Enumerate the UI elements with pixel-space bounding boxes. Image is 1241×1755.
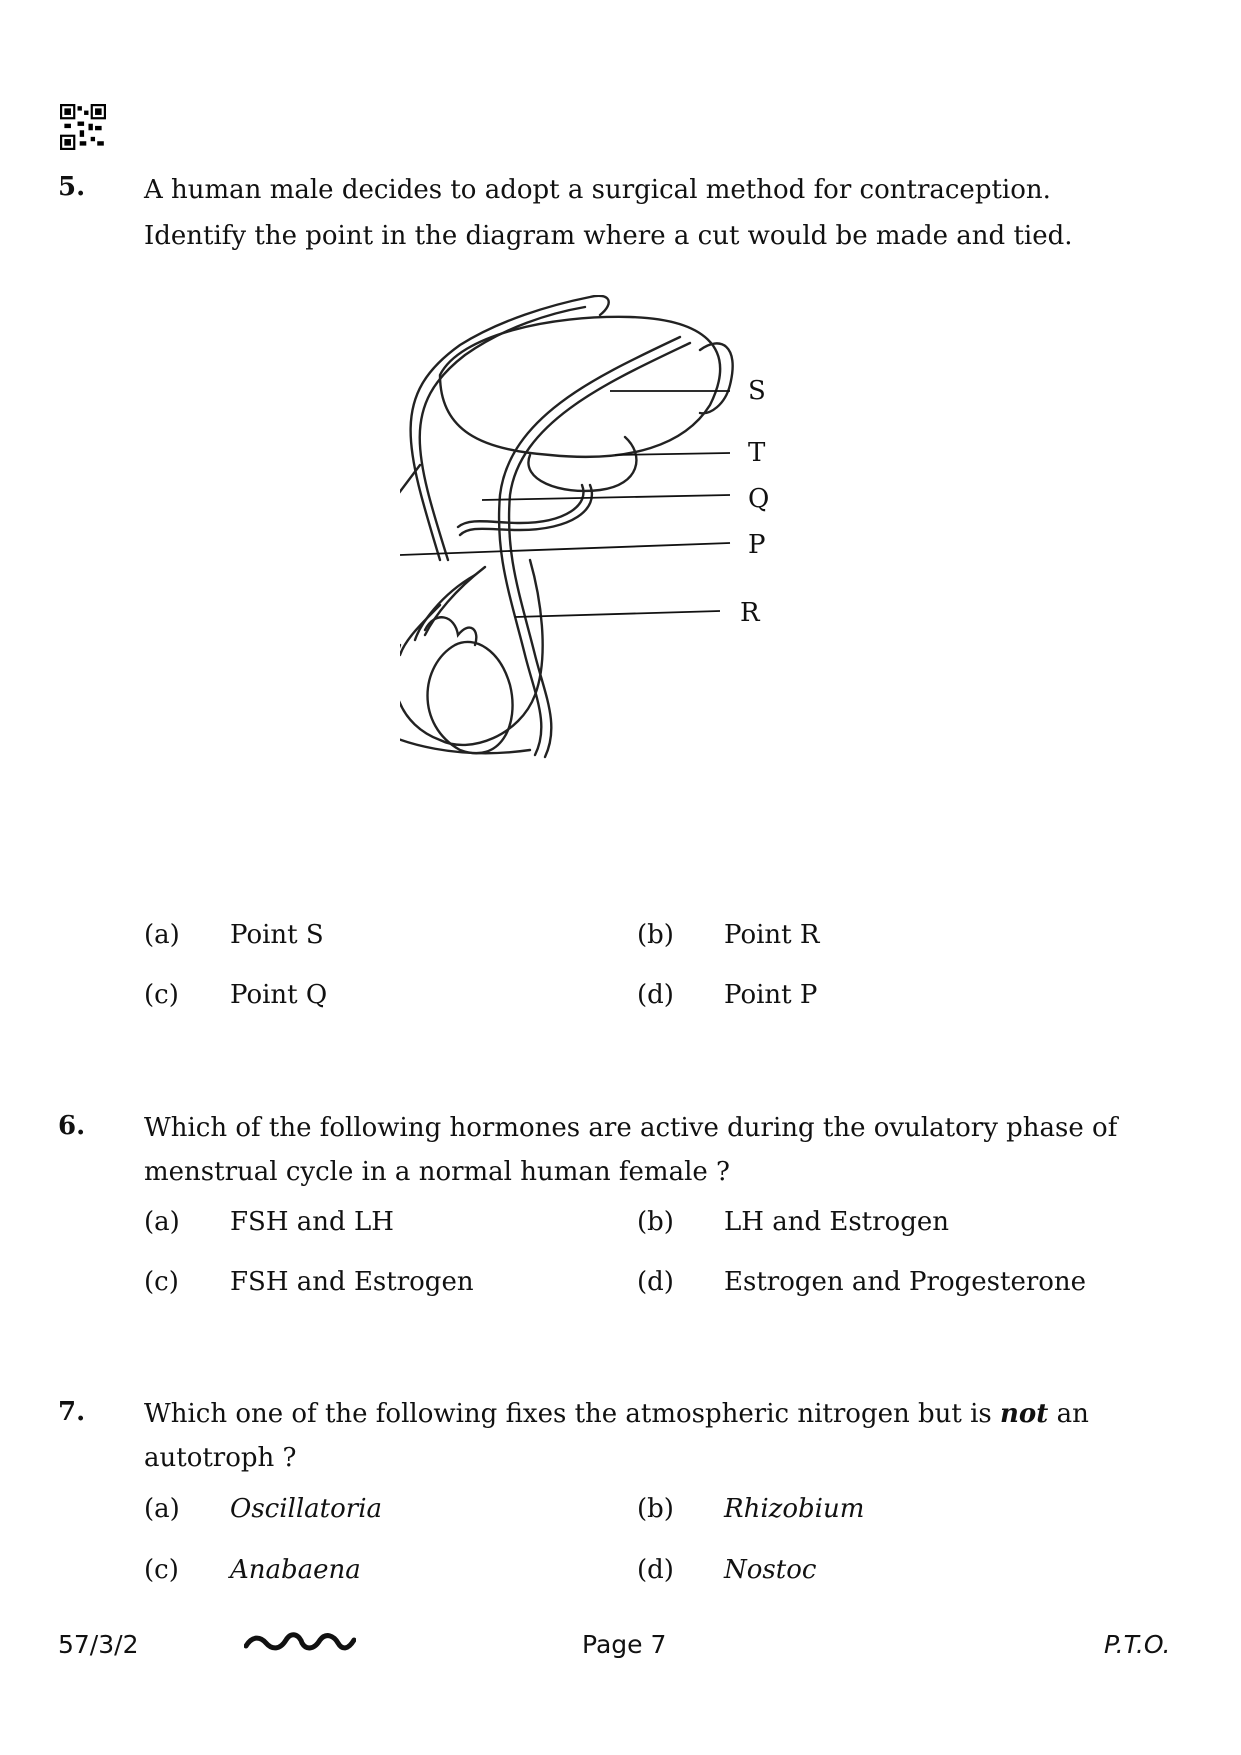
- q6-option-d-text[interactable]: Estrogen and Progesterone: [724, 1267, 1087, 1297]
- q7-option-c-text[interactable]: Anabaena: [230, 1555, 361, 1585]
- q7-option-a-text[interactable]: Oscillatoria: [230, 1494, 383, 1524]
- diagram-ejaculatory-duct-b: [458, 485, 583, 527]
- q5-option-a-label[interactable]: (a): [144, 920, 180, 950]
- q6-option-c-text[interactable]: FSH and Estrogen: [230, 1267, 474, 1297]
- q7-option-b-label[interactable]: (b): [637, 1494, 674, 1524]
- q6-option-c-label[interactable]: (c): [144, 1267, 179, 1297]
- label-t: T: [748, 438, 766, 468]
- question-7-emphasis: not: [1000, 1399, 1049, 1429]
- label-r: R: [740, 598, 760, 628]
- q6-option-b-text[interactable]: LH and Estrogen: [724, 1207, 949, 1237]
- q5-option-c-text[interactable]: Point Q: [230, 980, 328, 1010]
- diagram-prostate: [528, 437, 636, 491]
- label-s: S: [748, 376, 766, 406]
- leader-line-p: [400, 543, 730, 555]
- question-5-text-line1: A human male decides to adopt a surgical method for contraception.: [144, 175, 1051, 205]
- page-number: Page 7: [582, 1630, 667, 1659]
- q6-option-a-text[interactable]: FSH and LH: [230, 1207, 394, 1237]
- male-reproductive-diagram: [400, 295, 880, 855]
- q5-option-d-label[interactable]: (d): [637, 980, 674, 1010]
- question-6-text-line1: Which of the following hormones are active during the ovulatory phase of: [144, 1113, 1118, 1143]
- question-5-number: 5.: [58, 172, 86, 202]
- tilde-ornament-icon: [244, 1632, 356, 1654]
- q7-option-b-text[interactable]: Rhizobium: [724, 1494, 865, 1524]
- question-5-text-line2: Identify the point in the diagram where a cut would be made and tied.: [144, 221, 1073, 251]
- q7-option-c-label[interactable]: (c): [144, 1555, 179, 1585]
- label-p: P: [748, 530, 766, 560]
- question-7-text-after: an: [1056, 1399, 1089, 1429]
- diagram-testis: [428, 642, 513, 753]
- q7-option-a-label[interactable]: (a): [144, 1494, 180, 1524]
- q6-option-d-label[interactable]: (d): [637, 1267, 674, 1297]
- paper-code: 57/3/2: [58, 1630, 139, 1659]
- q6-option-b-label[interactable]: (b): [637, 1207, 674, 1237]
- diagram-cut-mark: [400, 465, 420, 505]
- leader-line-r: [515, 611, 720, 617]
- question-6-number: 6.: [58, 1111, 86, 1141]
- pto-label: P.T.O.: [1104, 1630, 1171, 1659]
- label-q: Q: [748, 484, 770, 514]
- q5-option-d-text[interactable]: Point P: [724, 980, 818, 1010]
- question-7-text-before: Which one of the following fixes the atmospheric nitrogen but is: [144, 1399, 992, 1429]
- question-7-text-line1: [144, 1392, 1124, 1436]
- q5-option-c-label[interactable]: (c): [144, 980, 179, 1010]
- qr-code-icon: [60, 104, 106, 150]
- leader-line-q: [482, 495, 730, 500]
- diagram-scrotum: [400, 560, 543, 745]
- q5-option-a-text[interactable]: Point S: [230, 920, 324, 950]
- question-7-text-line2: autotroph ?: [144, 1443, 297, 1473]
- q7-option-d-text[interactable]: Nostoc: [724, 1555, 817, 1585]
- question-7-number: 7.: [58, 1397, 86, 1427]
- q5-option-b-label[interactable]: (b): [637, 920, 674, 950]
- q7-option-d-label[interactable]: (d): [637, 1555, 674, 1585]
- q5-option-b-text[interactable]: Point R: [724, 920, 820, 950]
- q6-option-a-label[interactable]: (a): [144, 1207, 180, 1237]
- question-6-text-line2: menstrual cycle in a normal human female ?: [144, 1157, 730, 1187]
